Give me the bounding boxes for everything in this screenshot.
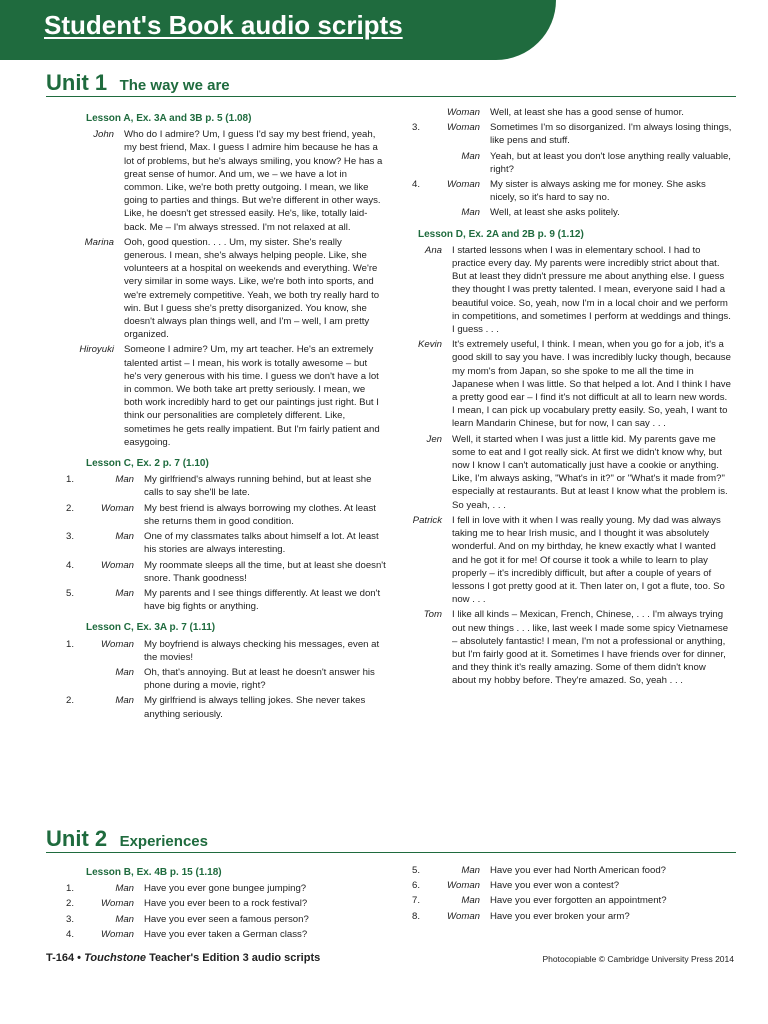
line-text: Well, it started when I was just a little kid. My parents gave me some to eat and I got really sick. At first we didn't know why, but now I know I can't automatically just have a cookie or anything. Like, I'm always asking, "What's in it?" or "What's it made from?" especially at restaurants. But at least I know what the problem is. So yeah, . . . (452, 433, 728, 511)
page-footer (46, 952, 320, 964)
item-number (412, 106, 432, 119)
item-number: 1. (66, 638, 75, 650)
script-entry (412, 894, 732, 907)
script-entry (412, 244, 732, 336)
item-number: 4. (66, 559, 75, 571)
script-entry (66, 530, 386, 556)
script-entry (412, 879, 732, 892)
page-title: Student's Book audio scripts (44, 10, 403, 40)
script-entry (412, 150, 732, 176)
speaker: Man (115, 695, 134, 707)
speaker: Hiroyuki (79, 344, 114, 356)
line-text: It's extremely useful, I think. I mean, when you go for a job, it's a good skill to say you have. I was incredibly lucky though, because my mom's from Japan, so she spoke to me all the time in Japanese when I was little. So that helped a lot. And I think I have a pretty good ear – I find it's not difficult at all to learn new words. I mean, I can pick up vocabulary pretty easily. So, yeah, I want to learn Mandarin Chinese, but for now, I can say . . . (452, 339, 731, 430)
lesson-heading: Lesson C, Ex. 3A p. 7 (1.11) (86, 622, 216, 634)
line-text: I started lessons when I was in elementary school. I had to practice every day. My parents were incredibly strict about that. But at least they didn't pressure me about anything else. I guess they thought I was pretty talented. I mean, everyone said I had a beautiful voice. So, yeah, now I'm in a local choir and we perform in competitions, and sometimes I perform at weddings and things. I guess . . . (452, 244, 731, 336)
item-number: 2. (66, 695, 75, 707)
speaker: Woman (446, 910, 480, 922)
unit-2-left-column (66, 862, 386, 943)
speaker: Man (461, 207, 480, 219)
unit-1-right-column (412, 106, 732, 690)
lesson-heading: Lesson C, Ex. 2 p. 7 (1.10) (86, 458, 209, 470)
script-entry (412, 433, 732, 512)
item-number: 5. (412, 865, 421, 876)
line-text: Have you ever had North American food? (490, 865, 666, 876)
item-number: 3. (66, 531, 75, 543)
speaker: Marina (84, 236, 114, 248)
line-text: My roommate sleeps all the time, but at least she doesn't snore. Thank goodness! (144, 559, 386, 584)
book-title: Touchstone (84, 952, 147, 964)
line-text: I fell in love with it when I was really young. My dad was always taking me to hear Irish music, and I thought it was absolutely wonderful. And on my birthday, he knew exactly what I wanted and he got it for me! Of course it took a while to learn to play properly – it's incredibly difficult, but after a couple of years of lessons I got pretty good at it. Then later on, I got a flute, too. So now . . . (452, 514, 725, 606)
speaker: Woman (446, 122, 480, 134)
item-number: 5. (66, 587, 75, 599)
script-entry (66, 587, 386, 613)
unit-1-heading (46, 70, 736, 97)
item-number: 8. (412, 910, 421, 922)
line-text: Have you ever gone bungee jumping? (144, 883, 307, 895)
line-text: Well, at least she asks politely. (490, 207, 620, 219)
banner-swoosh (470, 0, 563, 60)
line-text: Who do I admire? Um, I guess I'd say my best friend, yeah, my best friend, Max. I guess I admire him because he has a lot of problems, but he's always smiling, you know? He has a great sense of humor. And um, we – we have a lot in common. Like, we're both pretty outgoing. I mean, we like going to parties and things. But we're different in other ways. Like, he doesn't get stressed easily. He's, like, totally laid-back. Me – I'm always stressed. I'm not relaxed at all. (124, 129, 383, 233)
speaker: Man (115, 883, 134, 895)
unit-2-right-column (412, 864, 732, 925)
script-entry (66, 913, 386, 926)
line-text: Have you ever been to a rock festival? (144, 898, 308, 910)
script-entry (66, 236, 386, 342)
speaker: Woman (100, 928, 134, 940)
item-number: 3. (66, 913, 75, 925)
line-text: One of my classmates talks about himself a lot. At least his stories are always interesting. (144, 531, 379, 556)
speaker: Man (115, 666, 134, 678)
line-text: Well, at least she has a good sense of humor. (490, 107, 684, 118)
unit-2-heading (46, 826, 736, 853)
script-entry (66, 638, 386, 664)
item-number: 4. (412, 179, 421, 191)
script-entry (66, 666, 386, 692)
script-entry (412, 608, 732, 687)
title-banner (0, 0, 556, 60)
item-number: 4. (66, 928, 75, 940)
speaker: Man (461, 895, 480, 907)
speaker: Ana (424, 244, 442, 256)
speaker: Woman (100, 898, 134, 910)
line-text: Sometimes I'm so disorganized. I'm always losing things, like pens and stuff. (490, 122, 732, 147)
script-entry (412, 514, 732, 606)
script-entry (66, 473, 386, 499)
line-text: Have you ever won a contest? (490, 880, 620, 892)
script-entry (412, 121, 732, 147)
speaker: Woman (100, 559, 134, 571)
item-number: 1. (66, 883, 75, 895)
speaker: Man (115, 474, 134, 486)
script-entry (66, 694, 386, 720)
script-entry (66, 897, 386, 910)
item-number: 2. (66, 502, 75, 514)
lesson-heading: Lesson B, Ex. 4B p. 15 (1.18) (86, 867, 222, 878)
script-entry (412, 206, 732, 219)
script-entry (66, 128, 386, 234)
line-text: Have you ever taken a German class? (144, 928, 308, 940)
line-text: Oh, that's annoying. But at least he doesn't answer his phone during a movie, right? (144, 666, 375, 692)
page-number: T-164 • (46, 952, 82, 964)
speaker: Jen (426, 433, 442, 445)
speaker: Man (115, 913, 134, 925)
script-entry (412, 864, 732, 877)
footer-text: Teacher's Edition 3 audio scripts (149, 952, 321, 964)
script-entry (412, 338, 732, 430)
line-text: My boyfriend is always checking his messages, even at the movies! (144, 638, 380, 663)
line-text: My girlfriend is always telling jokes. She never takes anything seriously. (144, 695, 366, 720)
speaker: Kevin (418, 339, 442, 351)
line-text: My best friend is always borrowing my clothes. At least she returns them in good condition. (144, 502, 376, 527)
script-entry (66, 928, 386, 941)
unit-1-left-column (66, 108, 386, 723)
line-text: Have you ever seen a famous person? (144, 913, 309, 925)
line-text: Yeah, but at least you don't lose anything really valuable, right? (490, 150, 731, 175)
unit-title: Experiences (119, 833, 208, 850)
item-number: 7. (412, 895, 421, 907)
item-number: 6. (412, 880, 421, 892)
speaker: Woman (446, 107, 480, 118)
lesson-heading: Lesson D, Ex. 2A and 2B p. 9 (1.12) (418, 228, 584, 240)
speaker: Woman (100, 638, 134, 650)
speaker: Man (115, 587, 134, 599)
script-entry (66, 343, 386, 449)
line-text: My girlfriend's always running behind, but at least she calls to say she'll be late. (144, 474, 372, 499)
copyright-notice: Photocopiable © Cambridge University Press 2014 (542, 954, 734, 964)
script-entry (412, 106, 732, 119)
line-text: My sister is always asking me for money. She asks nicely, so it's hard to say no. (490, 179, 706, 204)
unit-number: Unit 2 (46, 826, 108, 851)
speaker: Woman (446, 179, 480, 191)
item-number (66, 666, 86, 692)
lesson-heading: Lesson A, Ex. 3A and 3B p. 5 (1.08) (86, 113, 252, 124)
script-entry (66, 559, 386, 585)
speaker: Man (461, 150, 480, 162)
speaker: Tom (423, 609, 442, 621)
speaker: Man (461, 865, 480, 876)
item-number: 2. (66, 898, 75, 910)
speaker: Patrick (412, 514, 442, 526)
speaker: Woman (446, 880, 480, 892)
unit-number: Unit 1 (46, 70, 108, 95)
line-text: Have you ever forgotten an appointment? (490, 895, 667, 907)
script-entry (66, 882, 386, 895)
line-text: I like all kinds – Mexican, French, Chinese, . . . I'm always trying out new things . . . like, last week I made some spicy Vietnamese – absolutely fantastic! I mean, I'm not a professional or anything, but I'm fairly good at it. Sometimes I have friends over for dinner, and they think it's really amazing. Some of them didn't know about my hobby before. They're amazed. So, yeah . . . (452, 609, 729, 687)
line-text: Have you ever broken your arm? (490, 910, 630, 922)
item-number: 1. (66, 474, 75, 486)
line-text: My parents and I see things differently. At least we don't have big fights or anything. (144, 587, 381, 613)
item-number: 3. (412, 122, 421, 134)
script-entry (412, 178, 732, 204)
speaker: Woman (100, 502, 134, 514)
item-number (412, 150, 432, 176)
line-text: Ooh, good question. . . . Um, my sister. She's really generous. I mean, she's always helping people. Like, she volunteers at a hospital on weekends and everything. We're very similar in some ways. Like, we're both into sports, and we're extremely competitive. Yeah, we both try really hard to win. But I guess she's pretty disorganized. You know, she doesn't always plan things well, and I'm – well, I am pretty organized. (124, 236, 380, 341)
speaker: Man (115, 531, 134, 543)
script-entry (412, 910, 732, 923)
line-text: Someone I admire? Um, my art teacher. He's an extremely talented artist – I mean, his work is totally awesome – but he's very generous with his time. I guess we don't have a lot in common. We both take art pretty seriously. I mean, we both work incredibly hard to get our paintings just right. But I think our personalities are completely different. Like, sometimes he gets really impatient. But I'm fairly patient and easygoing. (124, 344, 380, 448)
item-number (412, 206, 432, 219)
script-entry (66, 502, 386, 528)
unit-title: The way we are (119, 77, 230, 94)
speaker: John (93, 129, 114, 141)
